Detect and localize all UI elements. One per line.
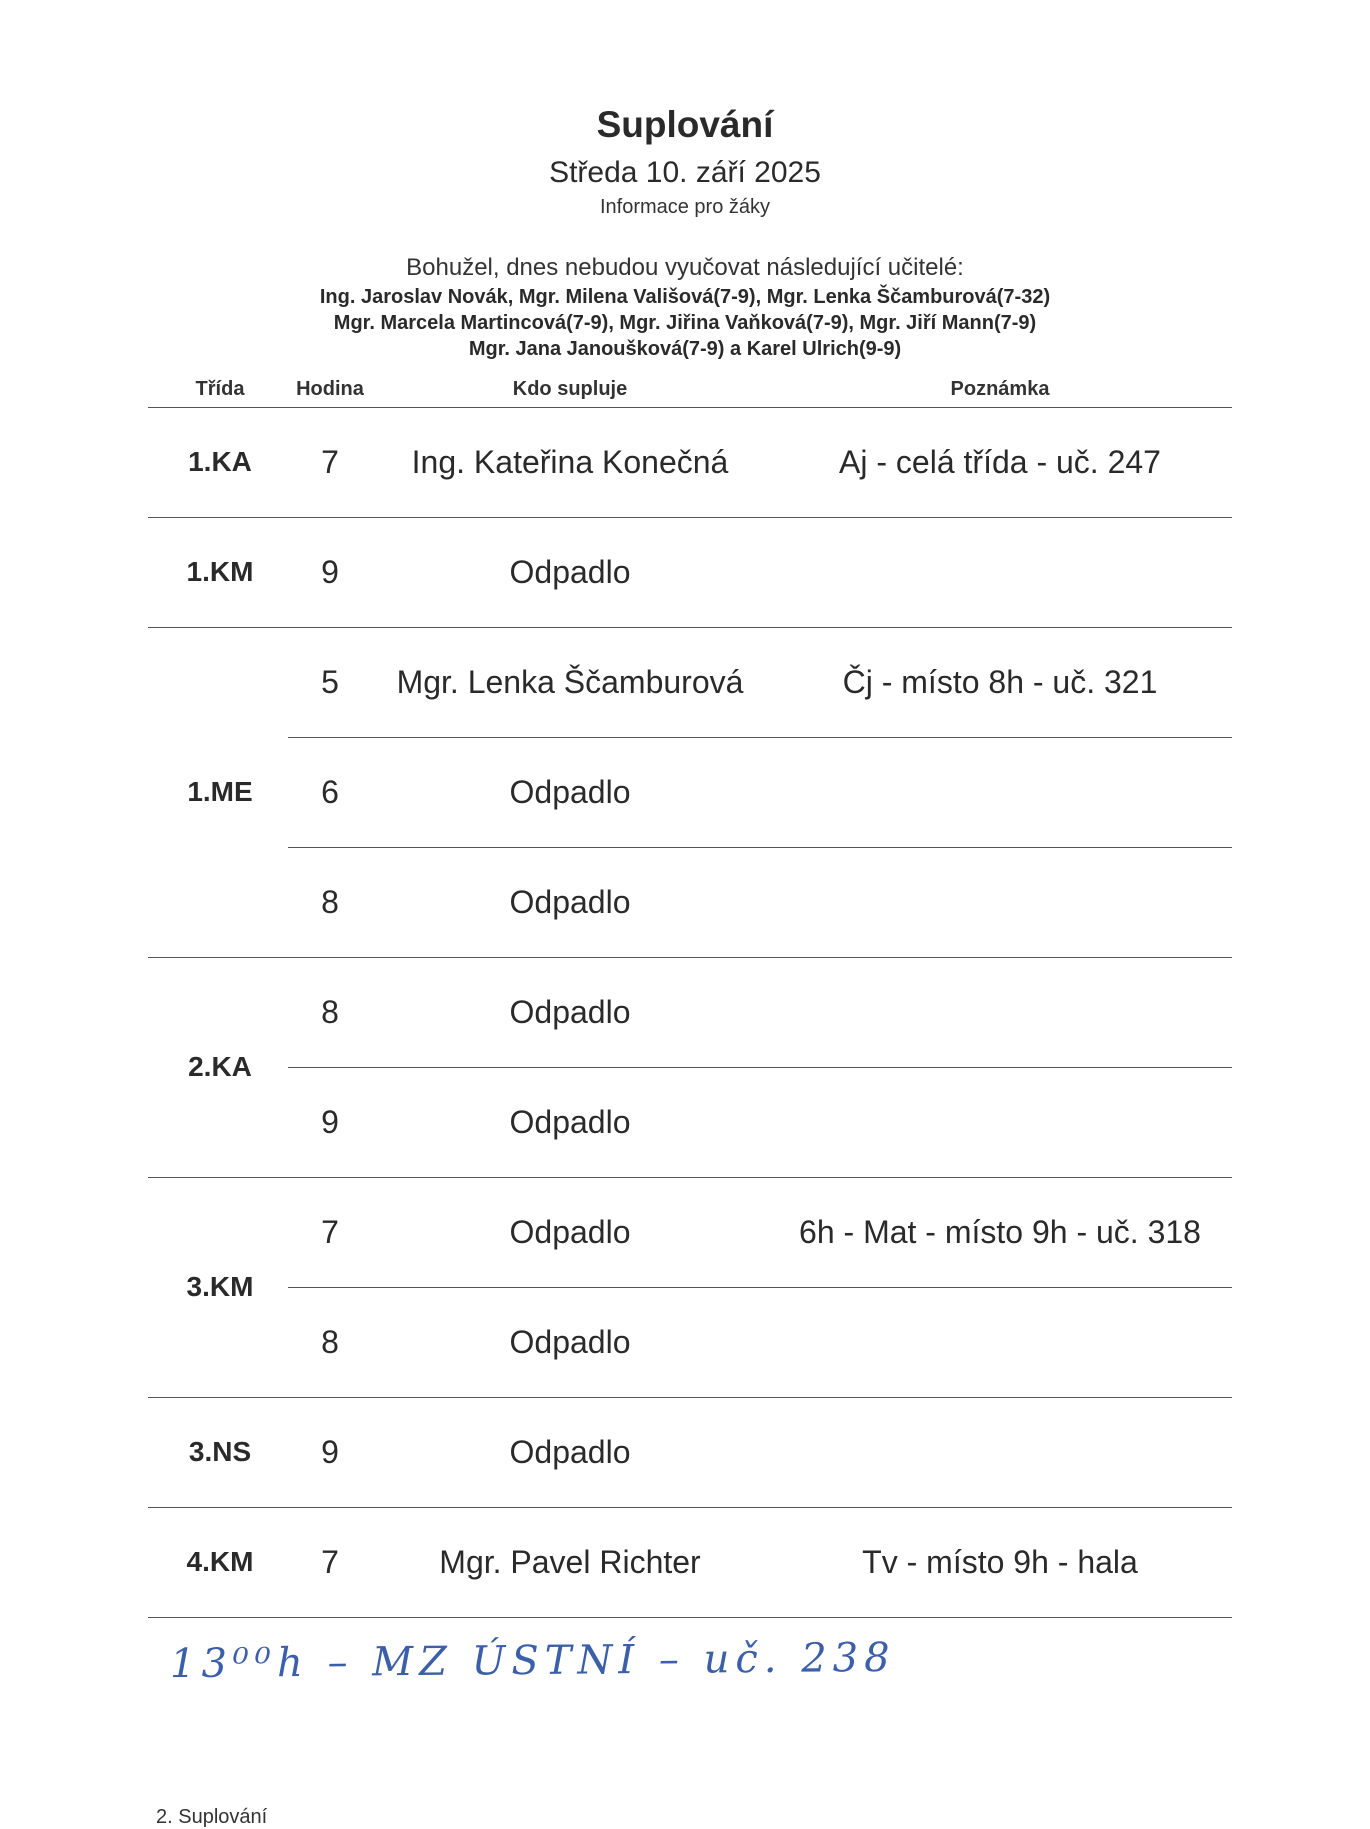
substitute-cell: Odpadlo	[509, 1324, 631, 1360]
absence-intro: Bohužel, dnes nebudou vyučovat následující učitelé:	[406, 254, 964, 281]
footer-label: 2. Suplování	[156, 1806, 268, 1828]
handwritten-note: 13⁰⁰h – MZ ÚSTNÍ – uč. 238	[169, 1634, 896, 1688]
hour-cell: 8	[321, 1323, 339, 1360]
note-cell	[780, 1287, 1220, 1397]
class-cell: 1.ME	[187, 776, 253, 807]
note-cell: 6h - Mat - místo 9h - uč. 318	[799, 1214, 1201, 1250]
hour-cell: 9	[321, 1103, 339, 1140]
note-cell	[780, 847, 1220, 957]
class-cell: 4.KM	[186, 1546, 254, 1577]
hour-cell: 9	[321, 553, 339, 590]
substitute-cell: Odpadlo	[509, 1434, 631, 1470]
substitute-cell: Mgr. Lenka Ščamburová	[396, 664, 744, 700]
class-cell: 1.KM	[186, 556, 254, 587]
substitute-cell: Odpadlo	[509, 774, 631, 810]
substitute-cell: Odpadlo	[509, 1214, 631, 1250]
hour-cell: 8	[321, 993, 339, 1030]
substitute-cell: Odpadlo	[509, 884, 631, 920]
substitute-cell: Mgr. Pavel Richter	[439, 1544, 701, 1580]
hour-cell: 9	[321, 1433, 339, 1470]
column-header-substitute: Kdo supluje	[512, 378, 628, 400]
date-heading: Středa 10. září 2025	[549, 156, 821, 189]
note-cell	[780, 1067, 1220, 1177]
substitute-cell: Odpadlo	[509, 554, 631, 590]
hour-cell: 8	[321, 883, 339, 920]
class-cell: 3.NS	[188, 1436, 252, 1467]
note-cell: Aj - celá třída - uč. 247	[839, 444, 1161, 480]
note-cell: Čj - místo 8h - uč. 321	[842, 664, 1158, 700]
audience-subtitle: Informace pro žáky	[599, 196, 771, 218]
absent-teachers-line: Mgr. Marcela Martincová(7-9), Mgr. Jiřina Vaňková(7-9), Mgr. Jiří Mann(7-9)	[333, 312, 1037, 334]
column-header-note: Poznámka	[950, 378, 1050, 400]
group-divider	[148, 1617, 1232, 1618]
substitute-cell: Odpadlo	[509, 1104, 631, 1140]
note-cell: Tv - místo 9h - hala	[862, 1544, 1138, 1580]
hour-cell: 7	[321, 1543, 339, 1580]
class-cell: 1.KA	[188, 446, 252, 477]
column-header-class: Třída	[195, 378, 245, 400]
substitute-cell: Odpadlo	[509, 994, 631, 1030]
page-title: Suplování	[596, 104, 774, 145]
absent-teachers-line: Ing. Jaroslav Novák, Mgr. Milena Vališová(7-9), Mgr. Lenka Ščamburová(7-32)	[319, 286, 1051, 308]
class-cell: 2.KA	[188, 1051, 252, 1082]
column-header-hour: Hodina	[296, 378, 364, 400]
absent-teachers-line: Mgr. Jana Janoušková(7-9) a Karel Ulrich(9-9)	[468, 338, 902, 360]
hour-cell: 6	[321, 773, 339, 810]
note-cell	[780, 737, 1220, 847]
hour-cell: 7	[321, 443, 339, 480]
note-cell	[780, 517, 1220, 627]
class-cell: 3.KM	[186, 1271, 254, 1302]
hour-cell: 7	[321, 1213, 339, 1250]
note-cell	[780, 1397, 1220, 1507]
note-cell	[780, 957, 1220, 1067]
hour-cell: 5	[321, 663, 339, 700]
substitute-cell: Ing. Kateřina Konečná	[411, 444, 729, 480]
